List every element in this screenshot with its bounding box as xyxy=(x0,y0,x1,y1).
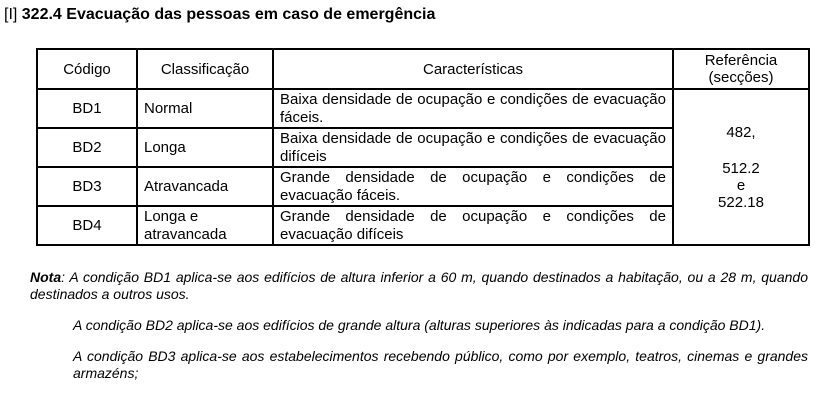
cell-characteristics: Grande densidade de ocupação e condições de evacuação fáceis. xyxy=(273,167,673,206)
header-reference xyxy=(673,49,809,89)
table-header-row xyxy=(37,49,809,89)
header-classification: Classificação xyxy=(137,49,273,89)
cell-characteristics: Baixa densidade de ocupação e condições de evacuação difíceis xyxy=(273,128,673,167)
cell-reference xyxy=(673,89,809,245)
reference-line3: e xyxy=(736,176,746,194)
reference-line2: 512.2 xyxy=(722,159,760,177)
note-paragraph: A condição BD3 aplica-se aos estabelecimentos recebendo público, como por exemplo, teatros, cinemas e grandes armazéns; xyxy=(73,348,808,381)
cell-classification: Longa e atravancada xyxy=(137,206,273,245)
cell-characteristics: Grande densidade de ocupação e condições de evacuação difíceis xyxy=(273,206,673,245)
header-reference-line1: Referência xyxy=(704,52,778,69)
note-label: Nota xyxy=(30,269,62,285)
header-characteristics: Características xyxy=(273,49,673,89)
note-separator: : xyxy=(61,269,70,285)
notes-section xyxy=(30,269,808,396)
section-heading xyxy=(4,6,435,24)
table-row xyxy=(37,89,809,128)
cell-classification: Longa xyxy=(137,128,273,167)
note-text: A condição BD1 aplica-se aos edifícios de altura inferior a 60 m, quando destinados a habitação, ou a 28 m, quando destinados a outros usos. xyxy=(30,269,808,302)
section-marker: [I] xyxy=(4,6,22,23)
evacuation-table xyxy=(36,48,810,246)
cell-characteristics: Baixa densidade de ocupação e condições de evacuação fáceis. xyxy=(273,89,673,128)
section-title: 322.4 Evacuação das pessoas em caso de emergência xyxy=(21,6,436,23)
note-paragraph: A condição BD2 aplica-se aos edifícios de grande altura (alturas superiores às indicadas para a condição BD1). xyxy=(73,317,766,333)
header-code: Código xyxy=(37,49,137,89)
cell-code: BD1 xyxy=(37,89,137,128)
cell-code: BD2 xyxy=(37,128,137,167)
cell-classification: Atravancada xyxy=(137,167,273,206)
cell-classification: Normal xyxy=(137,89,273,128)
note-paragraph xyxy=(30,269,808,303)
reference-line4: 522.18 xyxy=(718,193,764,211)
reference-line1: 482, xyxy=(726,123,756,141)
cell-code: BD4 xyxy=(37,206,137,245)
cell-code: BD3 xyxy=(37,167,137,206)
header-reference-line2: (secções) xyxy=(708,69,774,86)
